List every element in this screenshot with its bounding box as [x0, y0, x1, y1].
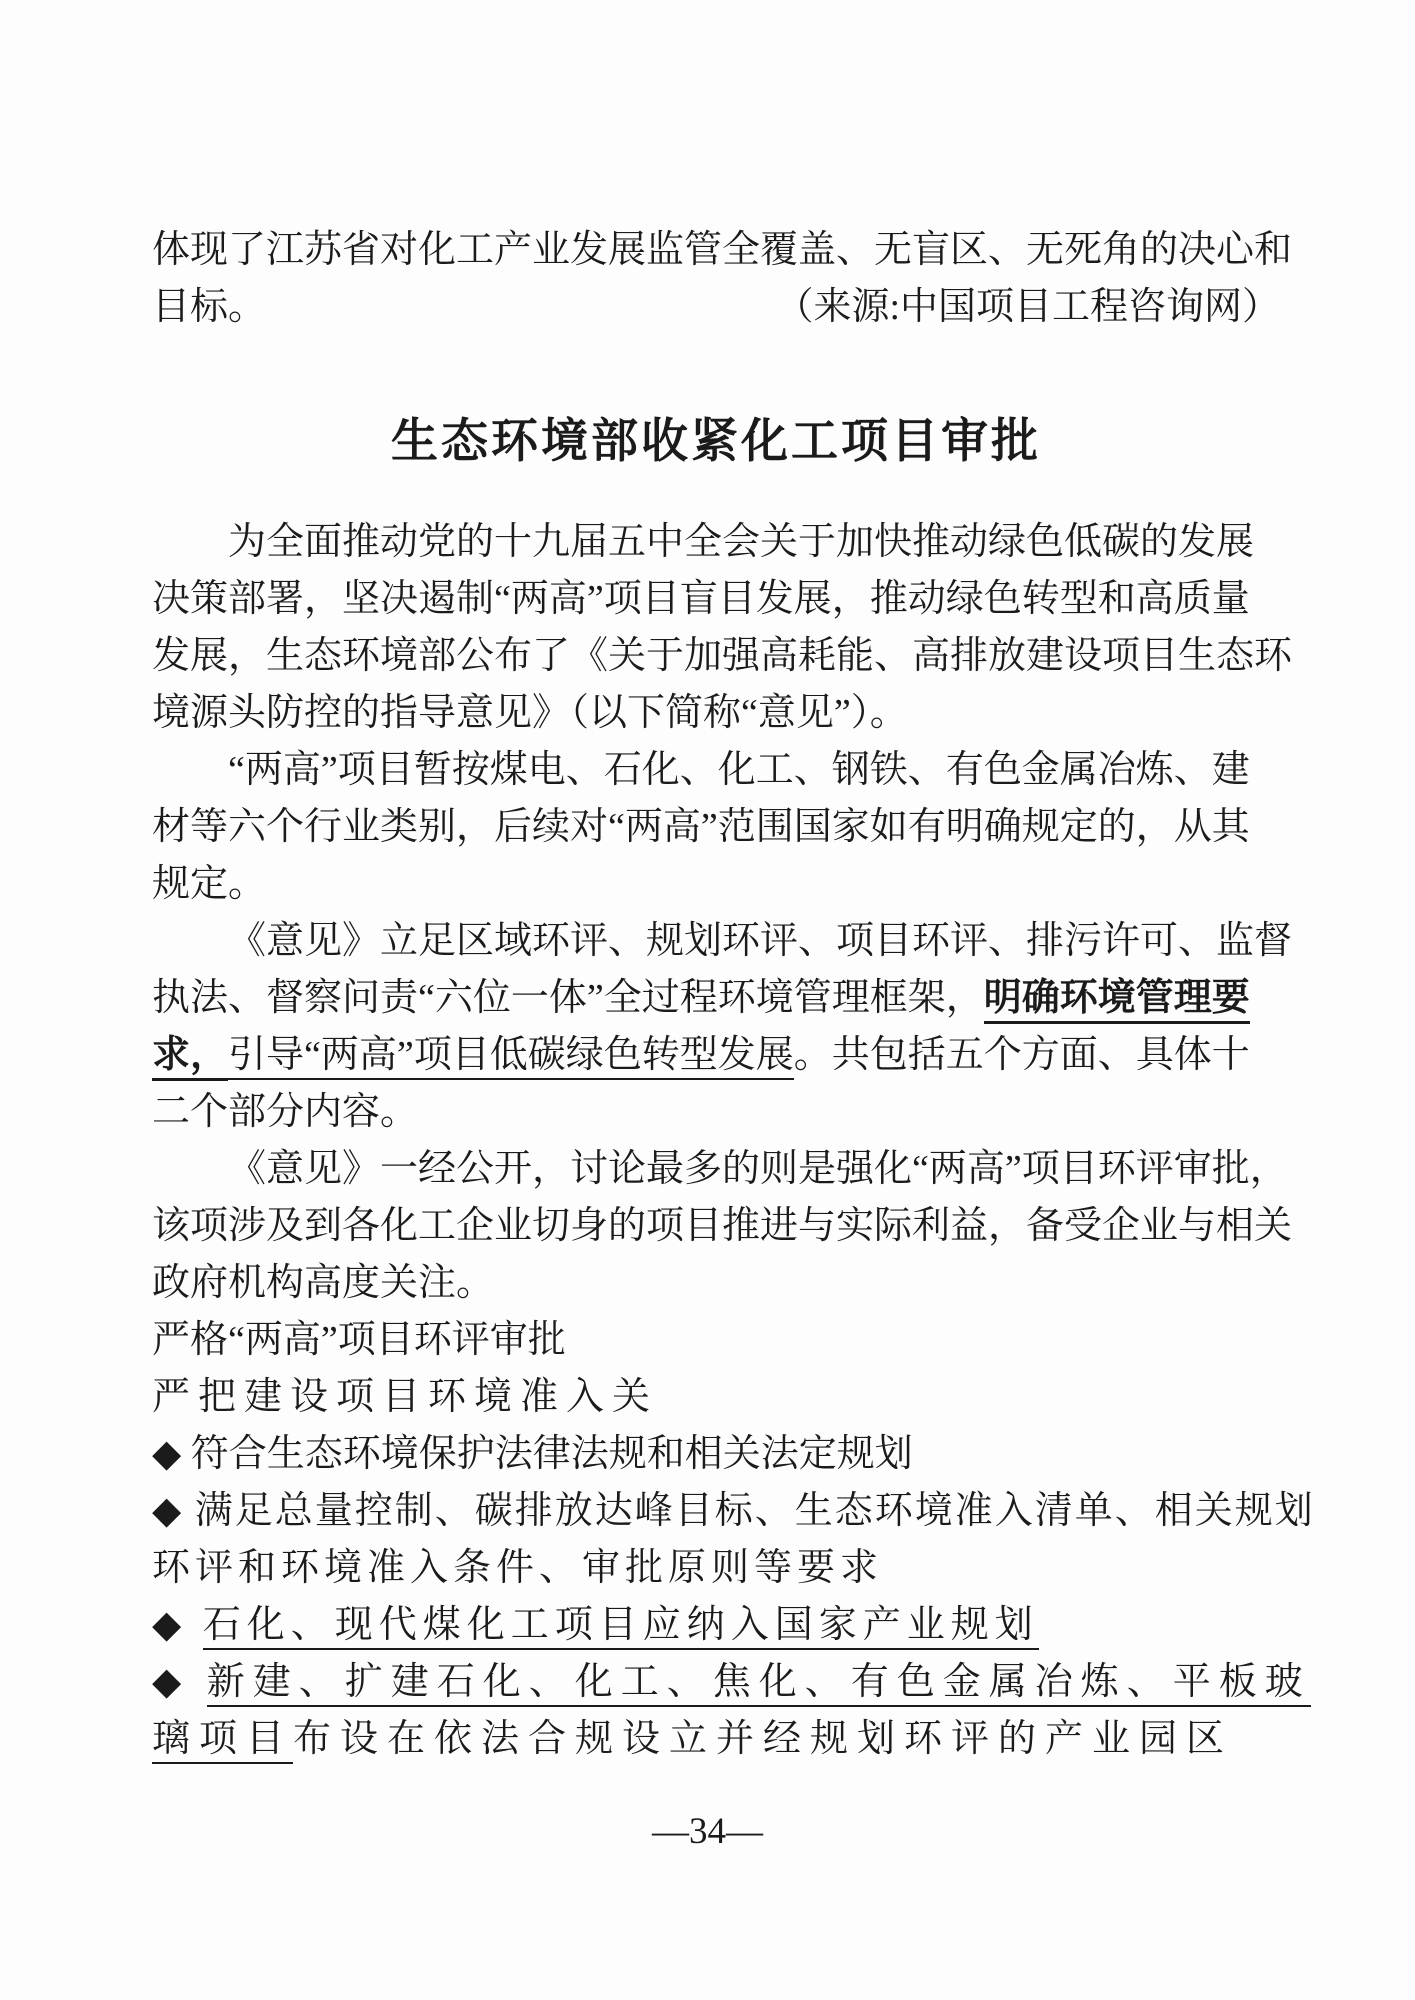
bullet-line	[152, 1597, 1280, 1654]
body-line	[152, 913, 1293, 970]
intro-line-1	[152, 222, 1293, 279]
text-segment: 环评和环境准入条件、审批原则等要求	[152, 1547, 884, 1589]
text-segment: 发展，生态环境部公布了《关于加强高耗能、高排放建设项目生态环	[152, 635, 1293, 677]
diamond-bullet-icon: ◆	[152, 1661, 207, 1703]
body-line	[152, 1198, 1293, 1255]
text-segment: 材等六个行业类别，后续对“两高”范围国家如有明确规定的，从其	[152, 806, 1250, 848]
text-segment: 符合生态环境保护法律法规和相关法定规划	[190, 1433, 913, 1475]
body-line	[152, 514, 1280, 571]
text-segment: 严把建设项目环境准入关	[152, 1376, 659, 1418]
text-segment: 石化、现代煤化工项目应纳入国家产业规划	[203, 1604, 1039, 1650]
text-segment: 决策部署，坚决遏制“两高”项目盲目发展，推动绿色转型和高质量	[152, 578, 1250, 620]
bullet-line	[152, 1654, 1311, 1711]
text-segment: 目标。	[152, 286, 267, 328]
text-segment: 规定。	[152, 863, 267, 905]
subheading-line	[152, 1369, 1280, 1426]
intro-line-2	[152, 279, 1280, 336]
text-segment: 满足总量控制、碳排放达峰目标、生态环境准入清单、相关规划	[194, 1490, 1315, 1532]
article-title: 生态环境部收紧化工项目审批	[391, 416, 1041, 468]
body-line	[152, 628, 1293, 685]
body-line	[152, 1540, 1280, 1597]
text-segment: 明确环境管理要	[984, 977, 1250, 1024]
body-line	[152, 742, 1280, 799]
body-line	[152, 970, 1280, 1027]
text-segment: 政府机构高度关注。	[152, 1262, 495, 1304]
text-segment: 新建、扩建石化、化工、焦化、有色金属冶炼、平板玻	[207, 1661, 1311, 1707]
diamond-bullet-icon: ◆	[152, 1433, 191, 1475]
text-segment: 为全面推动党的十九届五中全会关于加快推动绿色低碳的发展	[228, 521, 1255, 563]
body-line	[152, 685, 1280, 742]
text-segment: 。共包括五个方面、具体十	[793, 1034, 1250, 1076]
text-segment: 《意见》一经公开，讨论最多的则是强化“两高”项目环评审批，	[228, 1148, 1288, 1190]
body-line	[152, 1711, 1280, 1768]
source-attribution: （来源:中国项目工程咨询网）	[775, 286, 1280, 328]
body-line	[152, 571, 1280, 628]
body-line	[152, 1255, 1280, 1312]
body-line	[152, 1141, 1288, 1198]
diamond-bullet-icon: ◆	[152, 1604, 203, 1646]
document-content	[152, 222, 1315, 1768]
bullet-line	[152, 1426, 1280, 1483]
body-line	[152, 1027, 1280, 1084]
text-segment: 《意见》立足区域环评、规划环评、项目环评、排污许可、监督	[228, 920, 1293, 962]
text-segment: 体现了江苏省对化工产业发展监管全覆盖、无盲区、无死角的决心和	[152, 229, 1293, 271]
body-line	[152, 1084, 1280, 1141]
intro-paragraph	[152, 222, 1293, 336]
body-line	[152, 799, 1280, 856]
page-number: —34—	[652, 1811, 763, 1852]
article-body	[152, 514, 1315, 1768]
diamond-bullet-icon: ◆	[152, 1490, 195, 1532]
text-segment: “两高”项目暂按煤电、石化、化工、钢铁、有色金属冶炼、建	[228, 749, 1250, 791]
text-segment: 二个部分内容。	[152, 1091, 419, 1133]
text-segment: 璃项目	[152, 1718, 293, 1764]
text-segment: 严格“两高”项目环评审批	[152, 1319, 566, 1361]
text-segment: 执法、督察问责“六位一体”全过程环境管理框架，	[152, 977, 984, 1019]
text-segment: 引导“两高”项目低碳绿色转型发展	[228, 1034, 794, 1080]
text-segment: 求，	[152, 1034, 228, 1081]
text-segment: 布设在依法合规设立并经规划环评的产业园区	[293, 1718, 1234, 1760]
body-line	[152, 856, 1280, 913]
text-segment: 境源头防控的指导意见》（以下简称“意见”）。	[152, 692, 908, 734]
subheading-line	[152, 1312, 1280, 1369]
bullet-line	[152, 1483, 1315, 1540]
text-segment: 该项涉及到各化工企业切身的项目推进与实际利益，备受企业与相关	[152, 1205, 1293, 1247]
